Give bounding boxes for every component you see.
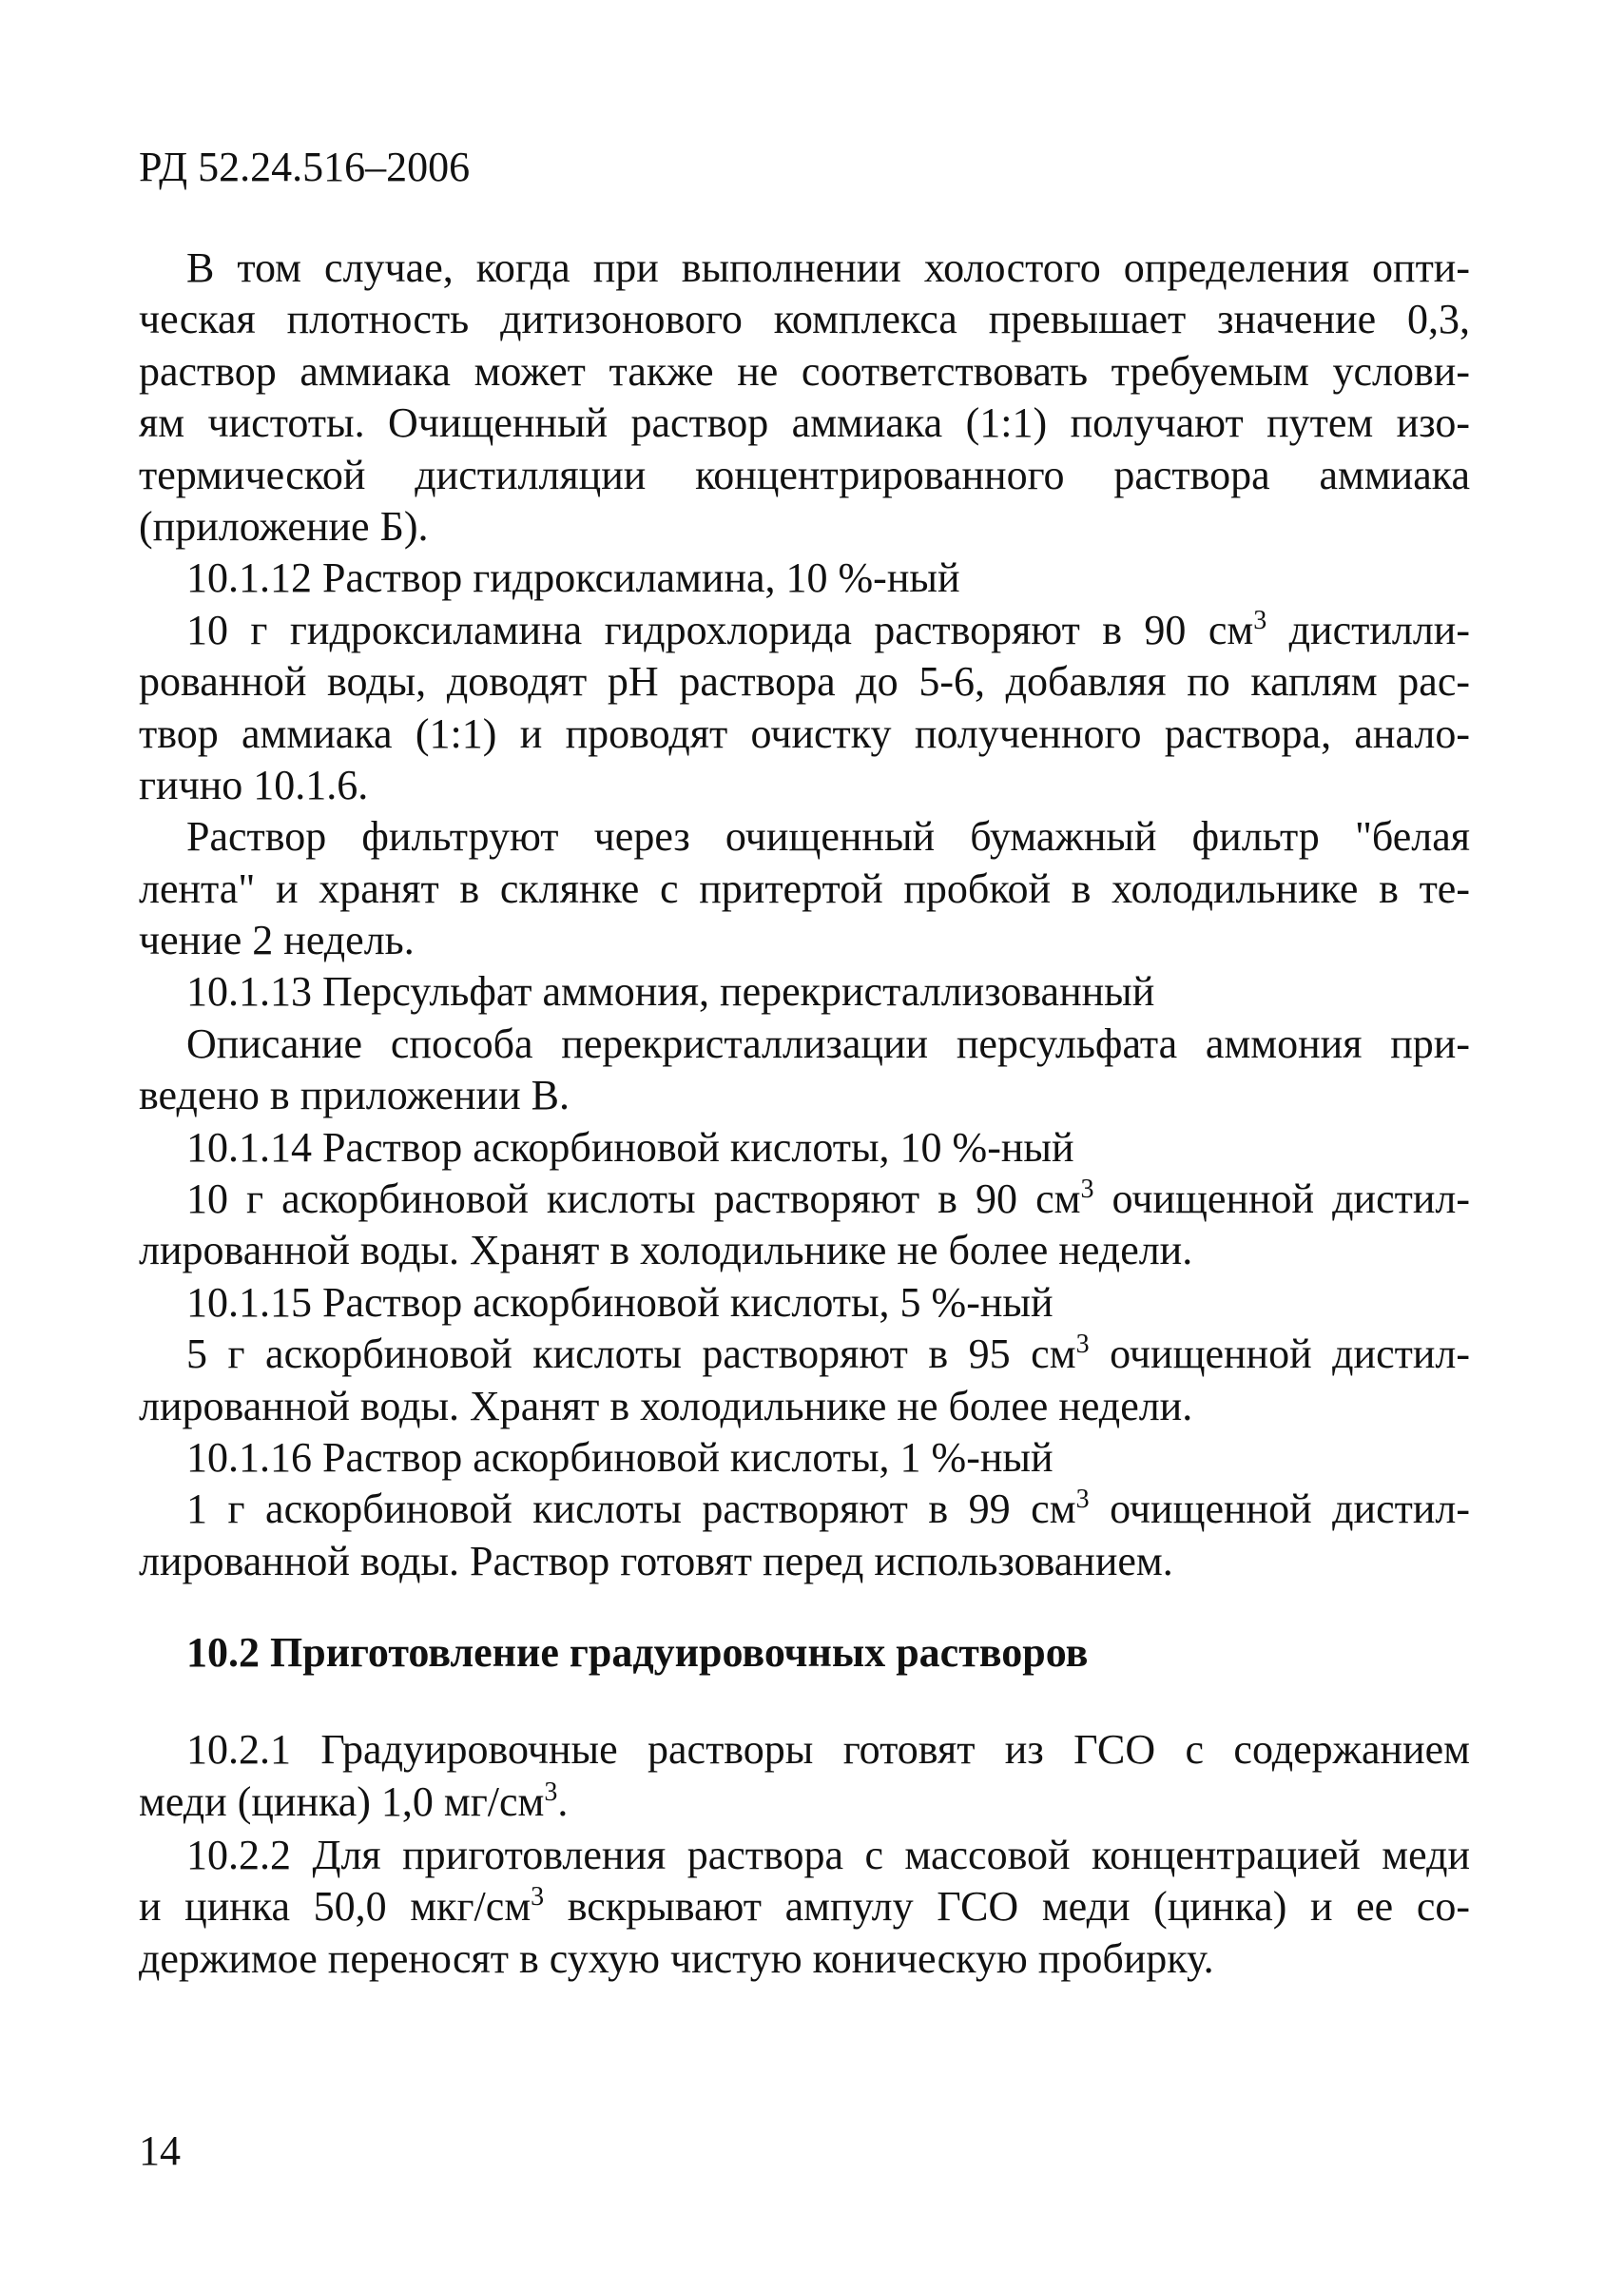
paragraph-line: держимое переносят в сухую чистую коническую пробирку. <box>139 1934 1214 1982</box>
subsection-title-10-1-13: 10.1.13 Персульфат аммония, перекристаллизованный <box>186 968 1155 1016</box>
text-run: 10 г гидроксиламина гидрохлорида растворяют в 90 см <box>186 606 1254 653</box>
text-run: очищенной дистил- <box>1093 1175 1471 1223</box>
text-run: 1 г аскорбиновой кислоты растворяют в 99 см <box>186 1486 1076 1533</box>
paragraph-line: лированной воды. Раствор готовят перед использованием. <box>139 1537 1173 1584</box>
paragraph-line: (приложение Б). <box>139 502 429 550</box>
subsection-title-10-1-15: 10.1.15 Раствор аскорбиновой кислоты, 5 %-ный <box>186 1278 1054 1326</box>
paragraph-line: гично 10.1.6. <box>139 761 369 808</box>
paragraph-line <box>139 1777 1470 1828</box>
superscript: 3 <box>1075 1330 1090 1360</box>
paragraph-line: ческая плотность дитизонового комплекса превышает значение 0,3, <box>139 296 1470 343</box>
paragraph-line: твор аммиака (1:1) и проводят очистку полученного раствора, анало- <box>139 709 1470 757</box>
paragraph-line: Описание способа перекристаллизации персульфата аммония при- <box>186 1019 1470 1067</box>
body-text <box>139 243 1470 1985</box>
paragraph-line: В том случае, когда при выполнении холостого определения опти- <box>186 244 1470 291</box>
subsection-title-10-1-14: 10.1.14 Раствор аскорбиновой кислоты, 10 %-ный <box>186 1123 1074 1171</box>
superscript: 3 <box>1253 605 1267 635</box>
paragraph-line: чение 2 недель. <box>139 917 415 964</box>
subsection-title-10-1-16: 10.1.16 Раствор аскорбиновой кислоты, 1 %-ный <box>186 1433 1054 1481</box>
paragraph-line: термической дистилляции концентрированного раствора аммиака <box>139 451 1470 498</box>
document-code-header: РД 52.24.516–2006 <box>139 144 471 190</box>
text-run: дистилли- <box>1266 606 1471 653</box>
text-run: вскрывают ампулу ГСО меди (цинка) и ее со- <box>544 1883 1471 1931</box>
paragraph-line <box>139 1329 1470 1380</box>
text-run: 5 г аскорбиновой кислоты растворяют в 95 см <box>186 1330 1076 1378</box>
paragraph-line: раствор аммиака может также не соответствовать требуемым услови- <box>139 347 1470 395</box>
paragraph-line <box>139 1174 1470 1225</box>
superscript: 3 <box>544 1777 558 1807</box>
paragraph-line: лента" и хранят в склянке с притертой пробкой в холодильнике в те- <box>139 864 1470 912</box>
paragraph-line: ям чистоты. Очищенный раствор аммиака (1:1) получают путем изо- <box>139 399 1470 447</box>
text-run: меди (цинка) 1,0 мг/см <box>139 1777 545 1825</box>
paragraph-line <box>139 1484 1470 1535</box>
paragraph-line: рованной воды, доводят рН раствора до 5-6, добавляя по каплям рас- <box>139 658 1470 706</box>
text-run: 10 г аскорбиновой кислоты растворяют в 90 см <box>186 1175 1081 1223</box>
paragraph-line: 10.2.2 Для приготовления раствора с массовой концентрацией меди <box>186 1831 1470 1878</box>
paragraph-line: Раствор фильтруют через очищенный бумажный фильтр "белая <box>186 813 1470 861</box>
superscript: 3 <box>531 1882 545 1913</box>
paragraph-line: лированной воды. Хранят в холодильнике не более недели. <box>139 1227 1193 1274</box>
paragraph-line: лированной воды. Хранят в холодильнике не более недели. <box>139 1382 1193 1429</box>
paragraph-line: 10.2.1 Градуировочные растворы готовят из ГСО с содержанием <box>186 1726 1470 1774</box>
subsection-title-10-1-12: 10.1.12 Раствор гидроксиламина, 10 %-ный <box>186 554 960 602</box>
page-number: 14 <box>139 2127 181 2174</box>
superscript: 3 <box>1080 1175 1094 1205</box>
text-run: очищенной дистил- <box>1089 1330 1471 1378</box>
superscript: 3 <box>1075 1485 1090 1515</box>
text-run: очищенной дистил- <box>1089 1486 1471 1533</box>
text-run: . <box>557 1777 569 1825</box>
paragraph-line: ведено в приложении В. <box>139 1072 570 1119</box>
section-heading-10-2: 10.2 Приготовление градуировочных растворов <box>186 1629 1089 1677</box>
paragraph-line <box>139 605 1470 656</box>
text-run: и цинка 50,0 мкг/см <box>139 1883 532 1931</box>
paragraph-line <box>139 1881 1470 1932</box>
